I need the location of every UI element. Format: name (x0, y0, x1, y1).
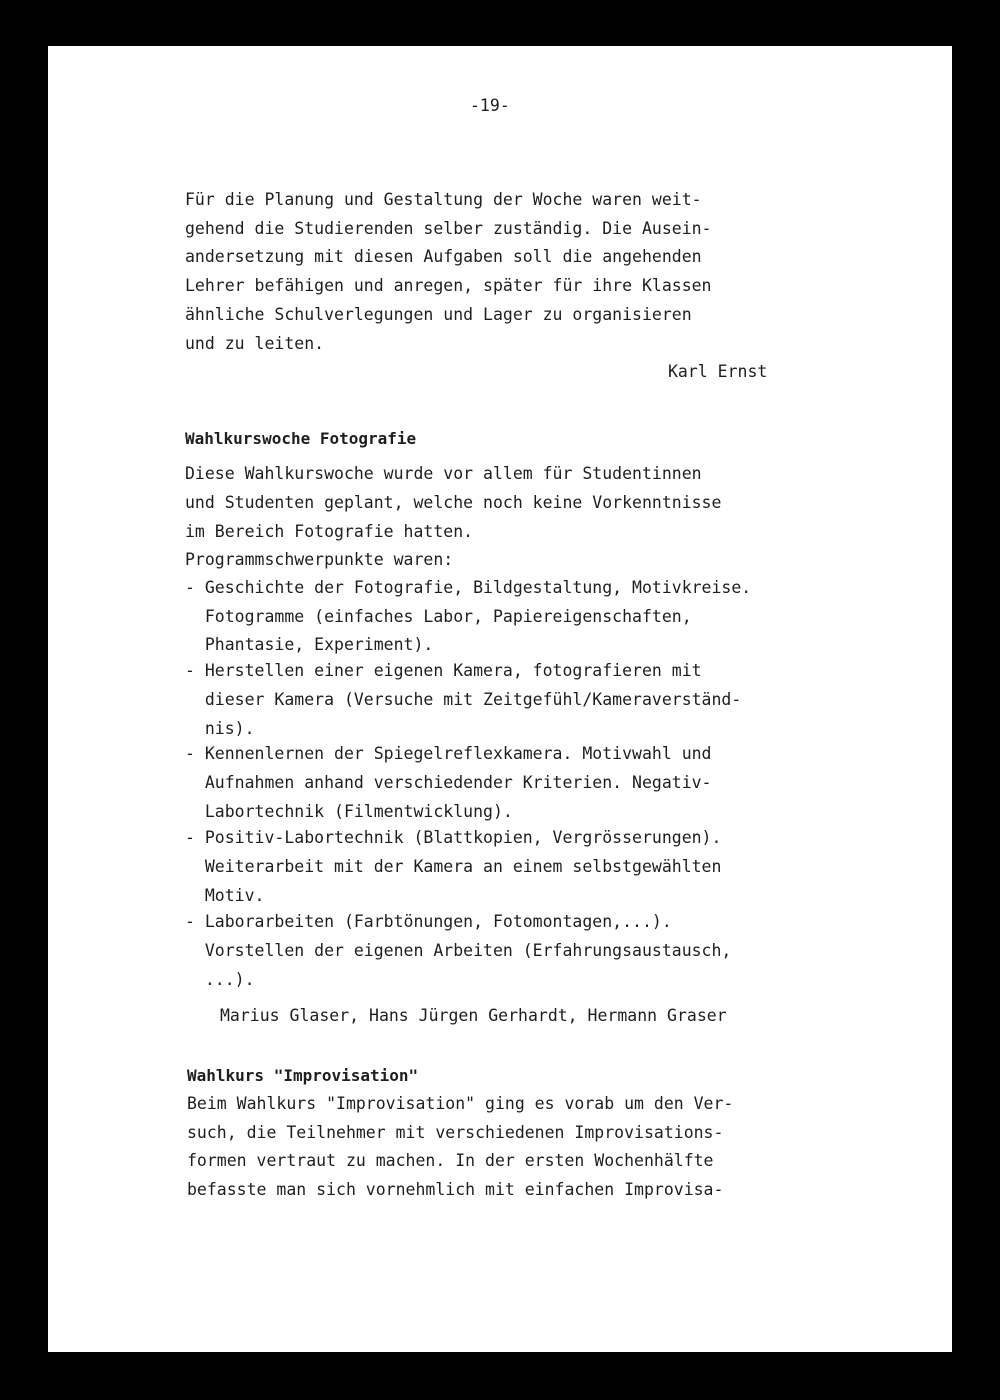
intro-line: Für die Planung und Gestaltung der Woche waren weit- (185, 190, 702, 209)
list-item-cont: Motiv. (185, 886, 265, 905)
intro-line: und zu leiten. (185, 334, 325, 353)
list-item: - Geschichte der Fotografie, Bildgestaltung, Motivkreise. (185, 578, 752, 597)
list-item: - Kennenlernen der Spiegelreflexkamera. Motivwahl und (185, 744, 712, 763)
list-item-cont: Fotogramme (einfaches Labor, Papiereigenschaften, (185, 607, 692, 626)
list-item: - Positiv-Labortechnik (Blattkopien, Vergrösserungen). (185, 828, 722, 847)
list-item-cont: Phantasie, Experiment). (185, 635, 434, 654)
improvisation-line: formen vertraut zu machen. In der ersten Wochenhälfte (187, 1151, 714, 1170)
fotografie-signature: Marius Glaser, Hans Jürgen Gerhardt, Hermann Graser (220, 1006, 727, 1025)
fotografie-line: im Bereich Fotografie hatten. (185, 522, 474, 541)
list-item-cont: nis). (185, 719, 255, 738)
improvisation-line: such, die Teilnehmer mit verschiedenen Improvisations- (187, 1123, 724, 1142)
list-item-cont: ...). (185, 970, 255, 989)
list-item: - Laborarbeiten (Farbtönungen, Fotomontagen,...). (185, 912, 672, 931)
document-page (48, 46, 952, 1352)
intro-signature: Karl Ernst (668, 362, 768, 381)
improvisation-line: befasste man sich vornehmlich mit einfachen Improvisa- (187, 1180, 724, 1199)
fotografie-line: und Studenten geplant, welche noch keine Vorkenntnisse (185, 493, 722, 512)
list-item-cont: Vorstellen der eigenen Arbeiten (Erfahrungsaustausch, (185, 941, 732, 960)
list-item-cont: Labortechnik (Filmentwicklung). (185, 802, 513, 821)
list-item: - Herstellen einer eigenen Kamera, fotografieren mit (185, 661, 702, 680)
improvisation-line: Beim Wahlkurs "Improvisation" ging es vorab um den Ver- (187, 1094, 734, 1113)
intro-line: gehend die Studierenden selber zuständig. Die Ausein- (185, 219, 712, 238)
fotografie-line: Diese Wahlkurswoche wurde vor allem für Studentinnen (185, 464, 702, 483)
page-number: -19- (470, 96, 510, 115)
intro-line: ähnliche Schulverlegungen und Lager zu organisieren (185, 305, 692, 324)
heading-fotografie: Wahlkurswoche Fotografie (185, 429, 417, 448)
list-item-cont: dieser Kamera (Versuche mit Zeitgefühl/Kameraverständ- (185, 690, 742, 709)
intro-line: Lehrer befähigen und anregen, später für ihre Klassen (185, 276, 712, 295)
heading-improvisation: Wahlkurs "Improvisation" (187, 1066, 419, 1085)
list-item-cont: Aufnahmen anhand verschiedender Kriterien. Negativ- (185, 773, 712, 792)
list-item-cont: Weiterarbeit mit der Kamera an einem selbstgewählten (185, 857, 722, 876)
fotografie-line: Programmschwerpunkte waren: (185, 550, 454, 569)
intro-line: andersetzung mit diesen Aufgaben soll die angehenden (185, 247, 702, 266)
